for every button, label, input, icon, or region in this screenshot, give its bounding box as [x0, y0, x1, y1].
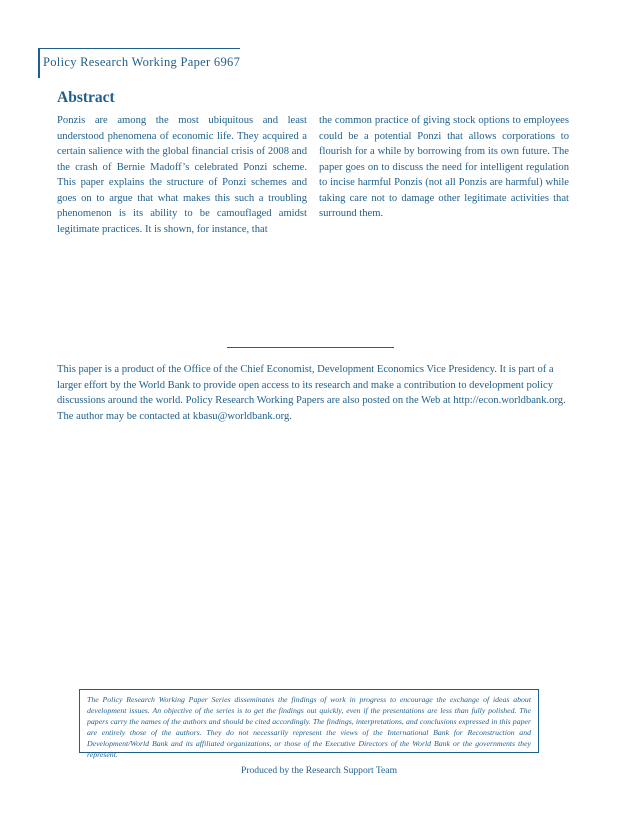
disclaimer-box: [79, 689, 539, 759]
produced-by-footer: Produced by the Research Support Team: [240, 765, 398, 776]
product-note: This paper is a product of the Office of the Chief Economist, Development Economics Vice Presidency. It is part of a larger effort by the World Bank to provide open access to its research and make a contribution to development policy discussions around the world. Policy Research Working Papers are also posted on the Web at http://econ.worldbank.org. The author may be contacted at kbasu@worldbank.org.: [57, 364, 566, 422]
abstract-heading: Abstract: [57, 89, 115, 106]
abstract-left-column: Ponzis are among the most ubiquitous and least understood phenomena of economic life. They acquired a certain salience with the global financial crisis of 2008 and the crash of Bernie Madoff’s celebrated Ponzi scheme. This paper explains the structure of Ponzi schemes and goes on to argue that what makes this such a troubling phenomenon is its ability to be camouflaged amidst legitimate practices. It is shown, for instance, that: [57, 115, 307, 235]
abstract-right-column: the common practice of giving stock options to employees could be a potential Ponzi that allows corporations to flourish for a while by borrowing from its own future. The paper goes on to discuss the need for intelligent regulation to incise harmful Ponzis (not all Ponzis are harmful) while taking care not to damage other legitimate activities that surround them.: [319, 115, 569, 219]
disclaimer-text: The Policy Research Working Paper Series disseminates the findings of work in progress to encourage the exchange of ideas about development issues. An objective of the series is to get the findings out quickly, even if the presentations are less than fully polished. The papers carry the names of the authors and should be cited accordingly. The findings, interpretations, and conclusions expressed in this paper are entirely those of the authors. They do not necessarily represent the views of the International Bank for Reconstruction and Development/World Bank and its affiliated organizations, or those of the Executive Directors of the World Bank or the governments they represent.: [87, 695, 531, 759]
series-title: Policy Research Working Paper 6967: [43, 55, 241, 69]
section-divider: [227, 347, 394, 348]
